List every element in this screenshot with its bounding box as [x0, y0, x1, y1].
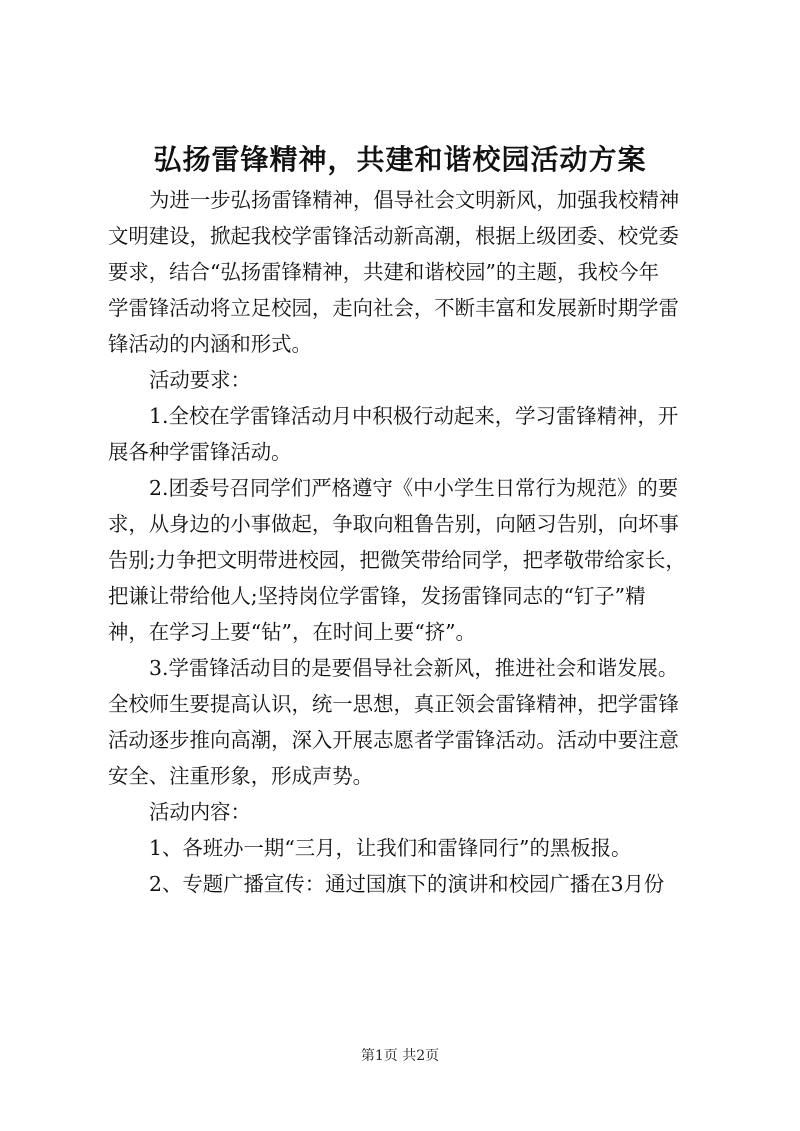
section-heading: 活动要求： [149, 368, 251, 392]
text-line: 1、各班办一期“三月，让我们和雷锋同行”的黑板报。 [149, 836, 632, 860]
text-line: 3.学雷锋活动目的是要倡导社会新风，推进社会和谐发展。 [149, 656, 679, 680]
section-heading: 活动内容： [149, 800, 251, 824]
text-line: 文明建设，掀起我校学雷锋活动新高潮，根据上级团委、校党委 [108, 224, 679, 248]
text-line: 神，在学习上要“钻”，在时间上要“挤”。 [108, 620, 476, 644]
text-line: 为进一步弘扬雷锋精神，倡导社会文明新风，加强我校精神 [149, 188, 680, 212]
text-line: 求，从身边的小事做起，争取向粗鲁告别，向陋习告别，向坏事 [108, 512, 679, 536]
text-line: 2.团委号召同学们严格遵守《中小学生日常行为规范》的要 [149, 476, 679, 500]
text-line: 告别;力争把文明带进校园，把微笑带给同学，把孝敬带给家长， [108, 548, 686, 572]
document-title: 弘扬雷锋精神，共建和谐校园活动方案 [153, 143, 647, 176]
text-line: 锋活动的内涵和形式。 [108, 332, 312, 356]
text-line: 学雷锋活动将立足校园，走向社会，不断丰富和发展新时期学雷 [108, 296, 679, 320]
text-line: 全校师生要提高认识，统一思想，真正领会雷锋精神，把学雷锋 [108, 692, 679, 716]
text-line: 活动逐步推向高潮，深入开展志愿者学雷锋活动。活动中要注意 [108, 728, 679, 752]
text-line: 展各种学雷锋活动。 [108, 440, 292, 464]
text-line: 要求，结合“弘扬雷锋精神，共建和谐校园”的主题，我校今年 [108, 260, 660, 284]
text-line: 把谦让带给他人;坚持岗位学雷锋，发扬雷锋同志的“钉子”精 [108, 584, 646, 608]
page-number-footer: 第1页 共2页 [360, 1048, 440, 1064]
text-line: 安全、注重形象，形成声势。 [108, 764, 374, 788]
text-line: 1.全校在学雷锋活动月中积极行动起来，学习雷锋精神，开 [149, 404, 679, 428]
text-line: 2、专题广播宣传：通过国旗下的演讲和校园广播在3月份 [149, 872, 665, 896]
document-body [108, 182, 718, 902]
